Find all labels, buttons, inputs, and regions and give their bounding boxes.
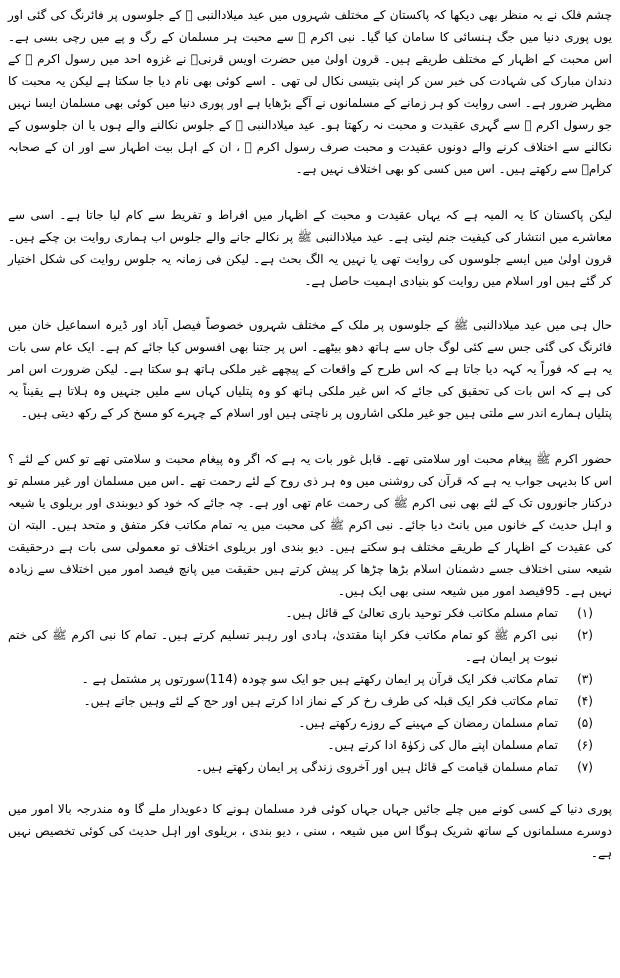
- list-item-text: تمام مسلمان اپنے مال کی زکوٰۃ ادا کرتے ہیں۔: [327, 738, 558, 752]
- list-item-text: تمام مکاتب فکر ایک قرآن پر ایمان رکھتے ہیں جو ایک سو چودہ (114)سورتوں پر مشتمل ہے ۔: [81, 672, 558, 686]
- list-item: [8, 690, 612, 712]
- list-item-number: (۱): [577, 606, 593, 620]
- list-item: [8, 712, 612, 734]
- paragraph-3: حال ہی میں عید میلادالنبی ﷺ کے جلوسوں پر ملک کے مختلف شہروں خصوصاً فیصل آباد اور ڈیرہ اسماعیل خان میں فائرنگ کی گئی جس سے کئی لوگ جاں سے ہاتھ دھو بیٹھے۔ اس پر جتنا بھی افسوس کیا جائے کم ہے۔ ایک عام سی بات یہ ہے کہ فوراً یہ کہہ دیا جاتا ہے کہ اس طرح کے واقعات کے پیچھے غیر ملکی ہاتھ ہو سکتا ہے۔ لیکن ضرورت اس امر کی ہے کہ اس بات کی تحقیق کی جائے کہ اس غیر ملکی ہاتھ کو وہ پتلیاں کہاں سے ملیں جنہیں وہ ہلاتا ہے یقیناً یہ پتلیاں ہمارے اندر سے ملتی ہیں جو غیر ملکی اشاروں پر ناچتی ہیں اور اسلام کے چہرے کو مسخ کر کے رکھ دیتی ہیں۔: [8, 318, 613, 420]
- list-item-text: تمام مسلمان رمضان کے مہینے کے روزے رکھتے ہیں۔: [298, 716, 558, 730]
- list-item: [8, 602, 612, 624]
- list-item-number: (۶): [577, 738, 593, 752]
- list-item: [8, 624, 612, 668]
- list-item: [8, 756, 612, 778]
- list-item: [8, 734, 612, 756]
- list-item-number: (۷): [577, 760, 593, 774]
- paragraph-5: پوری دنیا کے کسی کونے میں چلے جائیں جہاں جہاں کوئی فرد مسلمان ہونے کا دعویدار ملے گا وہ مندرجہ بالا امور میں دوسرے مسلمانوں کے ساتھ شریک ہوگا اس میں شیعہ ، سنی ، دیو بندی ، بریلوی اور اہل حدیث کی کوئی تخصیص نہیں ہے۔: [8, 802, 612, 860]
- beliefs-list: [8, 602, 612, 778]
- list-item-text: تمام مسلم مکاتب فکر توحید باری تعالیٰ کے قائل ہیں۔: [285, 606, 558, 620]
- list-item: [8, 668, 612, 690]
- paragraph-1: چشم فلک نے یہ منظر بھی دیکھا کہ پاکستان کے مختلف شہروں میں عید میلادالنبی ﷺ کے جلوسوں پر فائرنگ کی گئی اور یوں پوری دنیا میں جگ ہنسائی کا سامان کیا گیا۔ نبی اکرم ﷺ سے محبت ہر مسلمان کے رگ و پے میں رچی بسی ہے۔ اس محبت کے اظہار کے مختلف طریقے ہیں۔ قرون اولیٰ میں حضرت اویس قرنیؓ نے غزوہ احد میں رسول اکرم ﷺ کے دندان مبارک کی شہادت کی خبر سن کر اپنی بتیسی نکال لی تھی ۔ اسے کوئی بھی نام دیا جا سکتا ہے لیکن یہ محبت کا مظہر ضرور ہے۔ اسی روایت کو ہر زمانے کے مسلمانوں نے آگے بڑھایا ہے اور پوری دنیا میں کوئی بھی مسلمان ایسا نہیں جو رسول اکرم ﷺ سے گہری عقیدت و محبت نہ رکھتا ہو۔ عید میلادالنبی ﷺ کے جلوس نکالنے والے ہوں یا ان جلوسوں کے نکالنے سے اختلاف کرنے والے دونوں عقیدت و محبت صرف رسول اکرم ﷺ ، ان کے اہل بیت اطہار سے اور ان کے صحابہ کرامؓ سے رکھتے ہیں۔ اس میں کسی کو بھی اختلاف نہیں ہے۔: [8, 8, 612, 176]
- list-item-number: (۴): [577, 694, 593, 708]
- paragraph-4: حضور اکرم ﷺ پیغام محبت اور سلامتی تھے۔ قابل غور بات یہ ہے کہ اگر وہ پیغام محبت و سلامتی تھے تو کس کے لئے ؟ اس کا بدیہی جواب یہ ہے کہ قرآن کی روشنی میں وہ ہر ذی روح کے لئے رحمت تھے ۔اس میں مسلمان اور غیر مسلم تو درکنار جانوروں تک کے لئے بھی نبی اکرم ﷺ کی رحمت عام تھی اور ہے۔ چہ جائے کہ خود کو دیوبندی اور بریلوی یا شیعہ و اہل حدیث کے خانوں میں بانٹ دیا جائے۔ نبی اکرم ﷺ کی محبت میں یہ تمام مکاتب فکر متفق و متحد ہیں۔ البتہ ان کی عقیدت کے اظہار کے طریقے مختلف ہو سکتے ہیں۔ دیو بندی اور بریلوی اختلاف تو معمولی سی بات ہے درحقیقت شیعہ سنی اختلاف جسے دشمنان اسلام بڑھا چڑھا کر پیش کرتے ہیں حقیقت میں پانچ فیصد امور میں اختلاف سے زیادہ نہیں ہے۔ 95فیصد امور میں شیعہ سنی بھی ایک ہیں۔: [8, 452, 612, 598]
- list-item-text: تمام مکاتب فکر ایک قبلہ کی طرف رخ کر کے نماز ادا کرتے ہیں اور حج کے لئے وہیں جاتے ہیں۔: [83, 694, 558, 708]
- list-item-number: (۳): [577, 672, 593, 686]
- list-item-text: تمام مسلمان قیامت کے قائل ہیں اور آخروی زندگی پر ایمان رکھتے ہیں۔: [195, 760, 558, 774]
- list-item-number: (۲): [577, 628, 593, 642]
- list-item-text: نبی اکرم ﷺ کو تمام مکاتب فکر اپنا مقتدیٰ، ہادی اور رہبر تسلیم کرتے ہیں۔ تمام کا نبی اکرم ﷺ کی ختم نبوت پر ایمان ہے۔: [8, 628, 558, 664]
- paragraph-2: لیکن پاکستان کا یہ المیہ ہے کہ یہاں عقیدت و محبت کے اظہار میں افراط و تفریط سے کام لیا جاتا ہے۔ اسی سے معاشرے میں انتشار کی کیفیت جنم لیتی ہے۔ عید میلادالنبی ﷺ پر نکالے جانے والے جلوس اب ہماری روایت بن چکے ہیں۔ قرون اولیٰ میں ایسے جلوسوں کی روایت تھی یا نہیں یہ الگ بحث ہے۔ لیکن فی زمانہ یہ جلوس روایت کی شکل اختیار کر گئے ہیں اور اسلام میں روایت کو بنیادی اہمیت حاصل ہے۔: [8, 208, 612, 288]
- list-item-number: (۵): [577, 716, 593, 730]
